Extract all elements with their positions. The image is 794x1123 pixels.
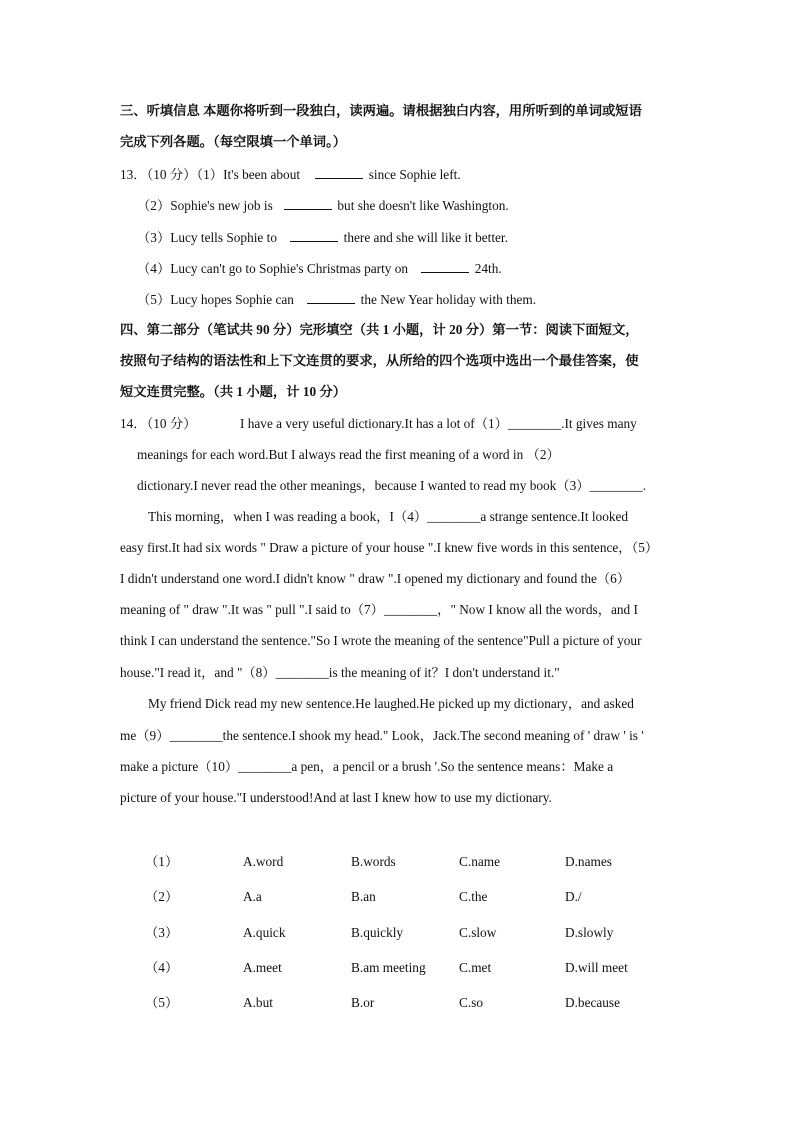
q13-item-text-after: but she doesn't like Washington. [337,198,509,213]
q13-item-num: （3） [137,230,171,245]
option-b[interactable]: B.words [351,854,396,869]
q13-item-num: （5） [137,292,171,307]
option-c[interactable]: C.so [459,995,484,1010]
option-b[interactable]: B.an [351,889,376,904]
q13-item-text-after: there and she will like it better. [343,230,508,245]
option-d[interactable]: D.will meet [565,960,628,975]
q13-item-text-before: Lucy tells Sophie to [170,230,277,245]
option-a[interactable]: A.word [243,854,284,869]
q13-item-2 [137,196,674,215]
option-b[interactable]: B.or [351,995,375,1010]
q14-line-1 [120,415,674,433]
q14-line-7: meaning of " draw ".It was " pull ".I said to（7）________，" Now I know all the words，and I [120,602,638,617]
option-number: （4） [145,960,179,975]
option-c[interactable]: C.name [459,854,500,869]
q14-line-6: I didn't understand one word.I didn't know " draw ".I opened my dictionary and found the（6） [120,571,631,586]
q13-item-text-before: Sophie's new job is [170,198,273,213]
q13-item-num: （1） [196,167,224,182]
q13-item-text-after: 24th. [474,261,502,276]
q13-item-4 [137,259,674,278]
option-a[interactable]: A.meet [243,960,282,975]
q14-line-11: me（9）________the sentence.I shook my head." Look，Jack.The second meaning of ' draw ' is ' [120,728,644,743]
q14-label: 14．（10 分） [120,416,197,431]
q14-line-10: My friend Dick read my new sentence.He laughed.He picked up my dictionary，and asked [148,696,634,711]
option-d[interactable]: D./ [565,889,582,904]
option-c[interactable]: C.the [459,889,488,904]
option-b[interactable]: B.am meeting [351,960,426,975]
option-b[interactable]: B.quickly [351,925,404,940]
answer-blank[interactable] [315,165,363,179]
section3-heading-line2: 完成下列各题。（每空限填一个单词。） [120,134,347,149]
q14-line-12: make a picture（10）________a pen，a pencil or a brush '.So the sentence means：Make a [120,759,614,774]
option-a[interactable]: A.quick [243,925,286,940]
option-row-1 [145,853,665,871]
q14-line-13: picture of your house."I understood!And at last I knew how to use my dictionary. [120,790,552,805]
option-row-2 [145,888,665,906]
q13-item-num: （4） [137,261,171,276]
section3-heading-line1: 三、听填信息 本题你将听到一段独白，读两遍。请根据独白内容，用所听到的单词或短语 [120,103,642,118]
q14-line-2: meanings for each word.But I always read the first meaning of a word in （2） [137,447,560,462]
option-number: （3） [145,925,179,940]
q13-item-text-before: It's been about [223,167,301,182]
q13-item-num: （2） [137,198,171,213]
option-row-3 [145,924,665,942]
option-d[interactable]: D.names [565,854,612,869]
answer-blank[interactable] [421,259,469,273]
q13-item-3 [137,228,674,247]
passage-text: I have a very useful dictionary.It has a lot of（1）________.It gives many [240,416,637,431]
q14-line-4: This morning，when I was reading a book，I（4）________a strange sentence.It looked [148,509,629,524]
q13-item-text-before: Lucy can't go to Sophie's Christmas party on [170,261,409,276]
q14-line-9: house."I read it，and "（8）________is the meaning of it？I don't understand it." [120,665,560,680]
option-c[interactable]: C.slow [459,925,497,940]
q13-item-5 [137,290,674,309]
q13-item-text-before: Lucy hopes Sophie can [170,292,294,307]
section4-heading-line1: 四、第二部分（笔试共 90 分）完形填空（共 1 小题，计 20 分）第一节：阅读下面短文， [120,322,639,337]
option-number: （5） [145,995,179,1010]
option-d[interactable]: D.slowly [565,925,614,940]
option-number: （1） [145,854,179,869]
q13-item-text-after: the New Year holiday with them. [360,292,537,307]
answer-blank[interactable] [290,228,338,242]
section4-heading-line3: 短文连贯完整。（共 1 小题，计 10 分） [120,384,347,399]
option-d[interactable]: D.because [565,995,621,1010]
q14-line-8: think I can understand the sentence."So I wrote the meaning of the sentence"Pull a picture of your [120,633,642,648]
option-row-4 [145,959,665,977]
option-row-5 [145,994,665,1012]
answer-blank[interactable] [307,290,355,304]
section4-heading-line2: 按照句子结构的语法性和上下文连贯的要求，从所给的四个选项中选出一个最佳答案，使 [120,353,639,368]
q13-label: 13．（10 分） [120,167,197,182]
option-a[interactable]: A.but [243,995,273,1010]
q14-line-5: easy first.It had six words " Draw a picture of your house ".I knew five words in this sentence，（5） [120,540,659,555]
answer-blank[interactable] [284,196,332,210]
q13-item-text-after: since Sophie left. [368,167,461,182]
option-c[interactable]: C.met [459,960,492,975]
q13-item-1 [120,165,674,184]
q14-line-3: dictionary.I never read the other meanings，because I wanted to read my book（3）________. [137,478,647,493]
option-a[interactable]: A.a [243,889,262,904]
option-number: （2） [145,889,179,904]
